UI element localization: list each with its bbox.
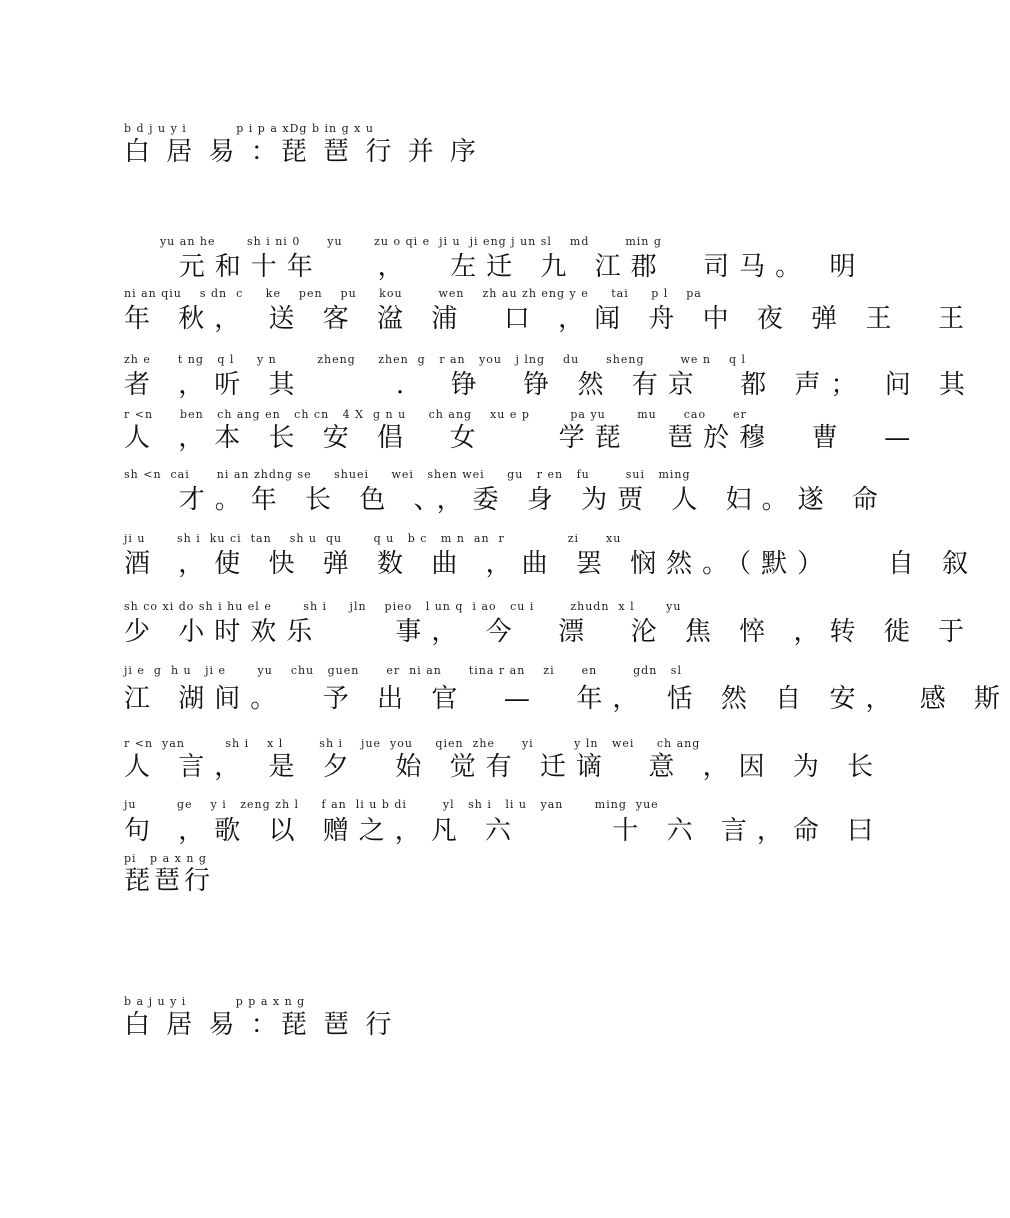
line-1-text: 元和十年 ， 左迁 九 江郡 司马。 明	[124, 252, 866, 282]
line-7-text: 少 小时欢乐 事， 今 漂 沦 焦 悴 ，转 徙 于	[124, 617, 974, 647]
line-11-pinyin: pi p a x n g	[124, 852, 207, 865]
line-5-pinyin: sh <n cai ni an zhdng se shuei wei shen wei gu r en fu sui ming	[124, 468, 691, 481]
line-6-text: 酒 ，使 快 弹 数 曲 ，曲 罢 悯然。（默） 自 叙	[124, 549, 979, 579]
line-10-text: 句 ，歌 以 赠之，凡 六 十 六 言，命 曰	[124, 816, 884, 846]
line-2-text: 年 秋， 送 客 湓 浦 口 ，闻 舟 中 夜 弹 王 王	[124, 304, 974, 334]
document-title: 白 居 易 ：琵 琶 行 并 序	[124, 137, 480, 167]
title-pinyin: b d j u y i p i p a xDg b in g x u	[124, 122, 374, 135]
line-3-text: 者 ，听 其 . 铮 铮 然 有京 都 声； 问 其	[124, 370, 976, 400]
line-9-text: 人 言， 是 夕 始 觉有 迁谪 意 ，因 为 长	[124, 752, 884, 782]
line-7-pinyin: sh co xi do sh i hu el e sh i jln pieo l un q i ao cu i zhudn x l yu	[124, 600, 682, 613]
line-4-pinyin: r <n ben ch ang en ch cn 4 X g n u ch ang xu e p pa yu mu cao er	[124, 408, 747, 421]
line-8-text: 江 湖间。 予 出 官 — 年， 恬 然 自 安， 感 斯	[124, 684, 1010, 714]
title2-pinyin: b a j u y i p p a x n g	[124, 995, 306, 1008]
line-9-pinyin: r <n yan sh i x l sh i jue you qien zhe yi y ln wei ch ang	[124, 737, 701, 750]
line-2-pinyin: ni an qiu s dn c ke pen pu kou wen zh au zh eng y e tai p l pa	[124, 287, 702, 300]
line-4-text: 人 ，本 长 安 倡 女 学琵 琶於穆 曹 —	[124, 423, 921, 453]
line-11-text: 琵琶行	[124, 866, 215, 896]
line-1-pinyin: yu an he sh i ni 0 yu zu o qi e ji u ji eng j un sl md min g	[124, 235, 662, 248]
line-8-pinyin: ji e g h u ji e yu chu guen er ni an tina r an zi en gdn sl	[124, 664, 682, 677]
line-10-pinyin: ju ge y i zeng zh l f an li u b di yl sh i li u yan ming yue	[124, 798, 659, 811]
line-3-pinyin: zh e t ng q l y n zheng zhen g r an you j lng du sheng we n q l	[124, 353, 747, 366]
line-6-pinyin: ji u sh i ku ci tan sh u qu q u b c m n an r zi xu	[124, 532, 622, 545]
line-5-text: 才。年 长 色 、，委 身 为贾 人 妇。遂 命	[124, 485, 888, 515]
second-title: 白 居 易 ：琵 琶 行	[124, 1010, 396, 1040]
